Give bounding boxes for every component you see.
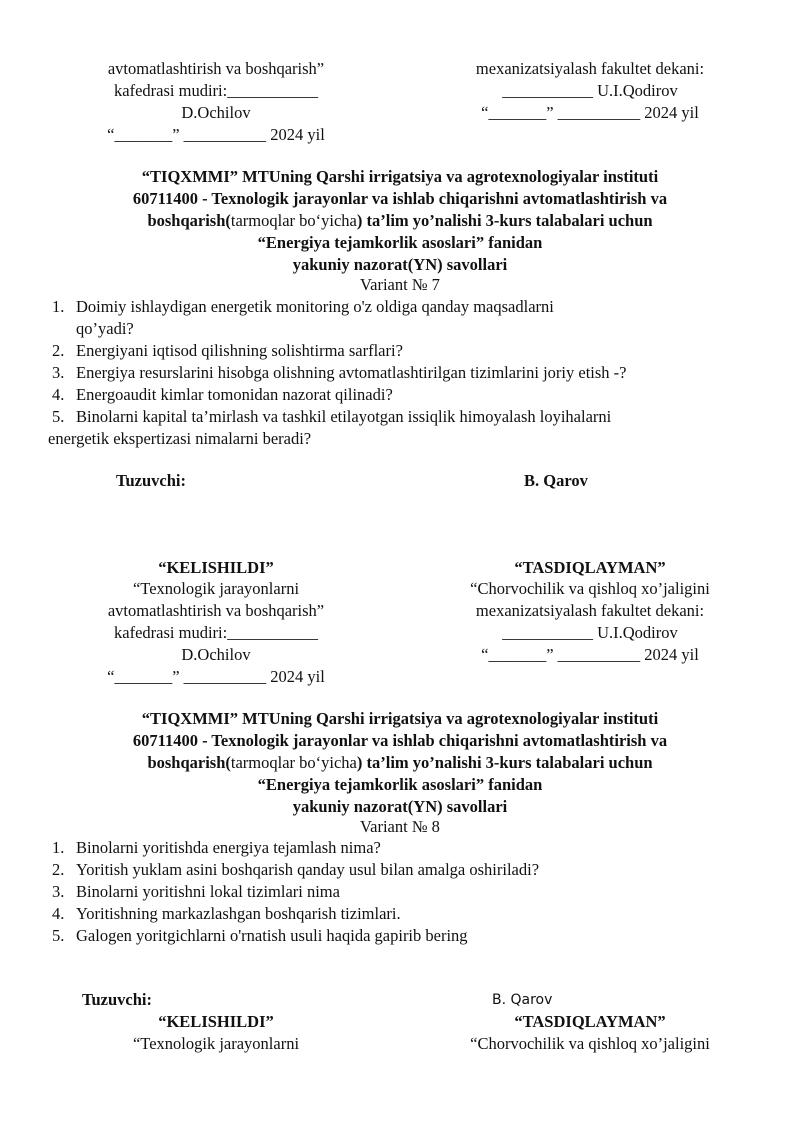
v7-header-line-4: “Energiya tejamkorlik asoslari” fanidan [257, 233, 543, 252]
v8-question-3 [52, 881, 732, 903]
v8-question-4 [52, 903, 732, 925]
v7-question-1-cont: qo’yadi? [76, 319, 134, 338]
v8-header-line-2: 60711400 - Texnologik jarayonlar va ishlab chiqarishni avtomatlashtirish va [132, 731, 668, 750]
v8-q1-text: Binolarni yoritishda energiya tejamlash nima? [76, 838, 381, 857]
v8-header-line-5: yakuniy nazorat(YN) savollari [292, 797, 508, 816]
v8-question-2 [52, 859, 732, 881]
approval-left-line-5: “_______” __________ 2024 yil [107, 667, 325, 686]
v7-question-4 [52, 384, 732, 406]
approval-right-title: “TASDIQLAYMAN” [514, 558, 666, 577]
v7-header-line-3-c: ) ta’lim yo’nalishi 3-kurs talabalari uchun [356, 211, 653, 230]
approval-left-line-3: kafedrasi mudiri:___________ [114, 623, 318, 642]
v7-composer-name: B. Qarov [524, 471, 588, 490]
v7-header-line-5: yakuniy nazorat(YN) savollari [292, 255, 508, 274]
v7-question-2 [52, 340, 732, 362]
v7-header-line-3-a: boshqarish( [147, 211, 231, 230]
approval-left-title: “KELISHILDI” [158, 558, 274, 577]
v7-composer-label: Tuzuvchi: [116, 471, 186, 490]
v8-question-5 [52, 925, 732, 947]
v7-q4-text: Energoaudit kimlar tomonidan nazorat qilinadi? [76, 385, 393, 404]
v8-variant-label: Variant № 8 [360, 817, 440, 836]
v8-q4-num: 4. [52, 904, 65, 923]
v7-q2-text: Energiyani iqtisod qilishning solishtirma sarflari? [76, 341, 403, 360]
v7-header-line-3 [0, 210, 800, 232]
v7-question-5 [52, 406, 732, 428]
top-right-line-2: ___________ U.I.Qodirov [502, 81, 678, 100]
v8-q2-num: 2. [52, 860, 65, 879]
bottom-left-line: “Texnologik jarayonlarni [132, 1034, 300, 1053]
v8-q5-num: 5. [52, 926, 65, 945]
approval-right-line-4: “_______” __________ 2024 yil [481, 645, 699, 664]
v8-q4-text: Yoritishning markazlashgan boshqarish tizimlari. [76, 904, 401, 923]
bottom-left-title: “KELISHILDI” [158, 1012, 274, 1031]
v8-header-line-1: “TIQXMMI” MTUning Qarshi irrigatsiya va agrotexnologiyalar instituti [141, 709, 659, 728]
v8-header-line-3-c: ) ta’lim yo’nalishi 3-kurs talabalari uchun [356, 753, 653, 772]
approval-left-line-4: D.Ochilov [181, 645, 251, 664]
v8-composer-name: B. Qarov [492, 992, 553, 1008]
v7-q2-num: 2. [52, 341, 65, 360]
approval-right-line-3: ___________ U.I.Qodirov [502, 623, 678, 642]
top-right-line-1: mexanizatsiyalash fakultet dekani: [475, 59, 705, 78]
v7-header-line-3-b: tarmoqlar bo‘yicha [230, 211, 357, 230]
v7-question-1 [52, 296, 732, 318]
v7-q4-num: 4. [52, 385, 65, 404]
v7-question-3 [52, 362, 732, 384]
v8-q1-num: 1. [52, 838, 65, 857]
v7-q1-num: 1. [52, 297, 65, 316]
top-left-line-2: kafedrasi mudiri:___________ [114, 81, 318, 100]
v8-q2-text: Yoritish yuklam asini boshqarish qanday usul bilan amalga oshiriladi? [76, 860, 540, 879]
v8-header-line-3-b: tarmoqlar bo‘yicha [230, 753, 357, 772]
v7-q3-num: 3. [52, 363, 65, 382]
v7-q5-num: 5. [52, 407, 65, 426]
approval-left-line-2: avtomatlashtirish va boshqarish” [107, 601, 325, 620]
top-left-line-1: avtomatlashtirish va boshqarish” [107, 59, 325, 78]
approval-left-line-1: “Texnologik jarayonlarni [132, 579, 300, 598]
v7-question-5-cont: energetik ekspertizasi nimalarni beradi? [48, 429, 312, 448]
top-right-line-3: “_______” __________ 2024 yil [481, 103, 699, 122]
v7-variant-label: Variant № 7 [360, 275, 440, 294]
v7-header-line-2: 60711400 - Texnologik jarayonlar va ishlab chiqarishni avtomatlashtirish va [132, 189, 668, 208]
v8-composer-label: Tuzuvchi: [82, 990, 152, 1009]
bottom-right-line: “Chorvochilik va qishloq xo’jaligini [470, 1034, 710, 1053]
v8-header-line-3 [0, 752, 800, 774]
v7-q1-text: Doimiy ishlaydigan energetik monitoring o'z oldiga qanday maqsadlarni [76, 297, 554, 316]
v8-q3-num: 3. [52, 882, 65, 901]
v8-header-line-3-a: boshqarish( [147, 753, 231, 772]
v8-q3-text: Binolarni yoritishni lokal tizimlari nima [76, 882, 340, 901]
top-left-line-4: “_______” __________ 2024 yil [107, 125, 325, 144]
bottom-right-title: “TASDIQLAYMAN” [514, 1012, 666, 1031]
approval-right-line-1: “Chorvochilik va qishloq xo’jaligini [470, 579, 710, 598]
v7-q3-text: Energiya resurslarini hisobga olishning avtomatlashtirilgan tizimlarini joriy etish -? [76, 363, 627, 382]
v7-q5-text: Binolarni kapital ta’mirlash va tashkil etilayotgan issiqlik himoyalash loyihalarni [76, 407, 612, 426]
approval-right-line-2: mexanizatsiyalash fakultet dekani: [475, 601, 705, 620]
v8-q5-text: Galogen yoritgichlarni o'rnatish usuli haqida gapirib bering [76, 926, 468, 945]
v7-header-line-1: “TIQXMMI” MTUning Qarshi irrigatsiya va agrotexnologiyalar instituti [141, 167, 659, 186]
top-left-line-3: D.Ochilov [181, 103, 251, 122]
v8-header-line-4: “Energiya tejamkorlik asoslari” fanidan [257, 775, 543, 794]
v8-question-1 [52, 837, 732, 859]
